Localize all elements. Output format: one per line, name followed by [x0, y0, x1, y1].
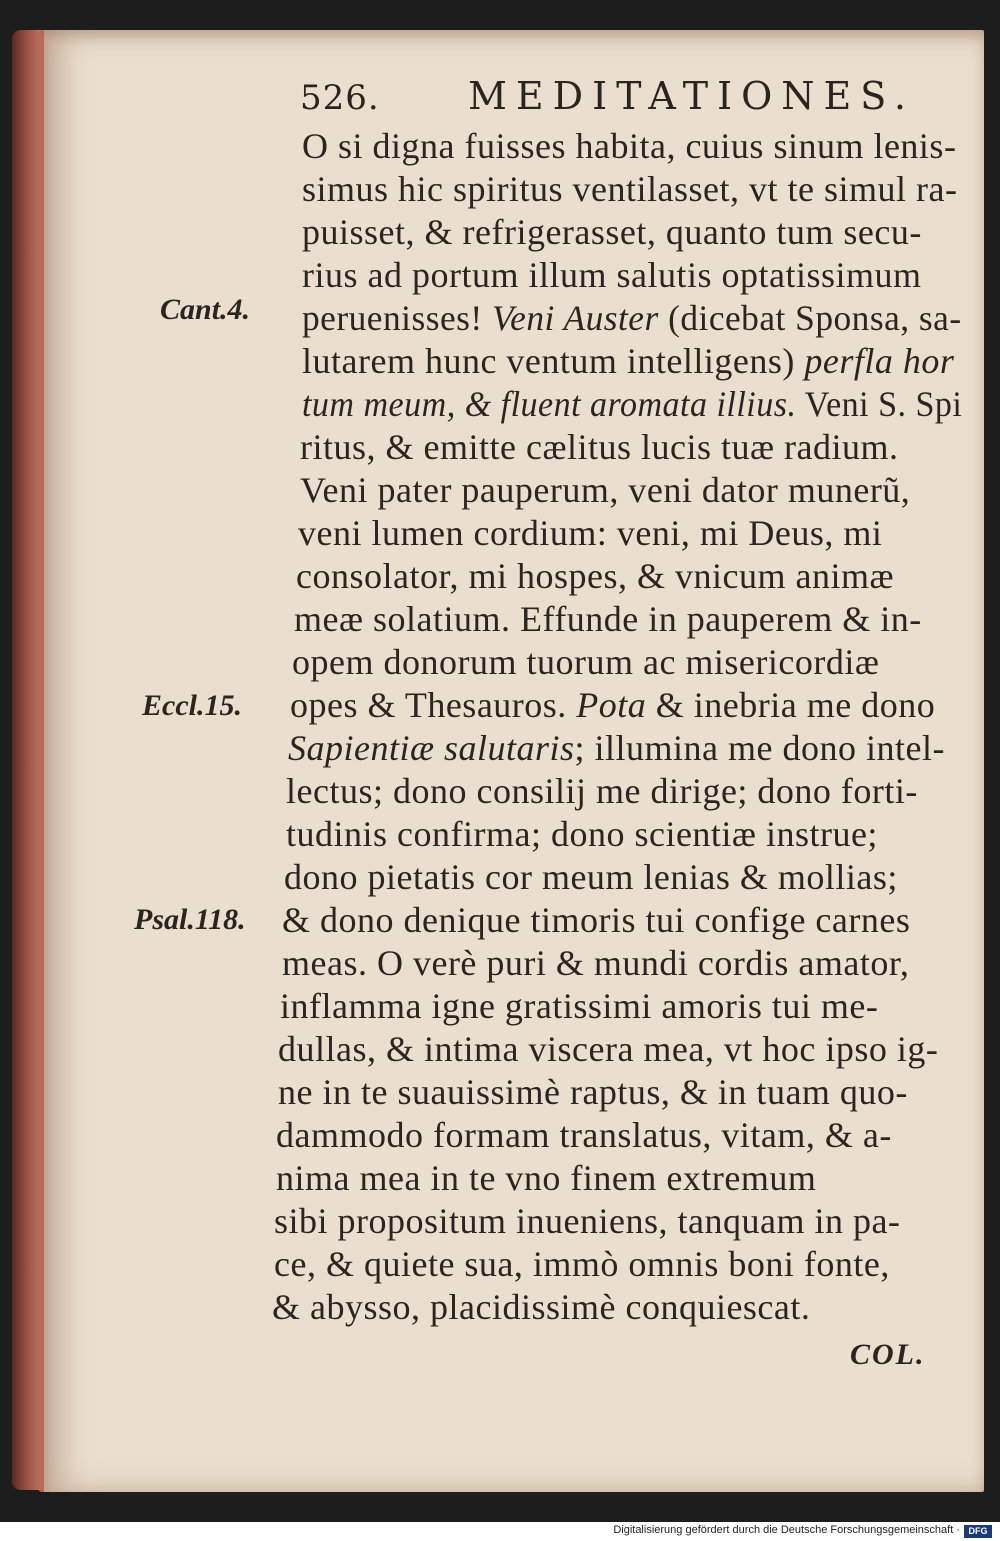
text-span: opes & Thesauros. — [290, 685, 577, 725]
catchword: COL. — [850, 1338, 926, 1371]
text-line: lectus; dono consilij me dirige; dono forti- — [286, 771, 918, 811]
text-span: Veni S. Spi — [796, 384, 963, 424]
scripture-quote: perfla hor — [804, 341, 955, 381]
text-line — [290, 685, 935, 725]
text-line: rius ad portum illum salutis optatissimum — [302, 255, 922, 295]
text-line — [302, 298, 962, 338]
text-line: meæ solatium. Effunde in pauperem & in- — [294, 599, 922, 639]
text-line: & dono denique timoris tui confige carnes — [282, 900, 911, 940]
text-line: simus hic spiritus ventilasset, vt te simul ra- — [302, 169, 958, 209]
text-line: Veni pater pauperum, veni dator munerũ, — [300, 470, 911, 510]
scripture-quote: tum meum, & fluent aromata illius. — [302, 384, 797, 424]
text-span: lutarem hunc ventum intelligens) — [302, 341, 805, 381]
running-title: MEDITATIONES. — [468, 74, 916, 118]
text-line — [302, 341, 954, 381]
text-span: & inebria me dono — [646, 685, 936, 725]
text-line: meas. O verè puri & mundi cordis amator, — [282, 943, 910, 983]
text-span: (dicebat Sponsa, sa- — [658, 298, 962, 338]
funding-credit: Digitalisierung gefördert durch die Deutsche Forschungsgemeinschaft · — [613, 1524, 960, 1536]
text-line: consolator, mi hospes, & vnicum animæ — [296, 556, 894, 596]
scripture-quote: Sapientiæ salutaris — [288, 728, 575, 768]
text-line: dono pietatis cor meum lenias & mollias; — [284, 857, 898, 897]
margin-note-eccl: Eccl.15. — [142, 689, 242, 722]
text-line: O si digna fuisses habita, cuius sinum lenis- — [302, 126, 957, 166]
text-line — [288, 728, 945, 768]
text-line: ne in te suauissimè raptus, & in tuam quo- — [278, 1072, 908, 1112]
text-line — [302, 384, 962, 424]
scripture-quote: Veni Auster — [491, 298, 659, 338]
text-line: & abysso, placidissimè conquiescat. — [272, 1287, 811, 1327]
margin-note-cant: Cant.4. — [160, 293, 251, 326]
text-span: peruenisses! — [302, 298, 492, 338]
text-line: ritus, & emitte cælitus lucis tuæ radium. — [300, 427, 899, 467]
text-line: nima mea in te vno finem extremum — [276, 1158, 817, 1198]
text-span: ; illumina me dono intel- — [574, 728, 945, 768]
footer-strip — [0, 1522, 1000, 1541]
text-line: tudinis confirma; dono scientiæ instrue; — [286, 814, 878, 854]
text-line: ce, & quiete sua, immò omnis boni fonte, — [274, 1244, 890, 1284]
text-line: sibi propositum inueniens, tanquam in pa- — [274, 1201, 901, 1241]
text-line: opem donorum tuorum ac misericordiæ — [292, 642, 880, 682]
text-line: inflamma igne gratissimi amoris tui me- — [280, 986, 879, 1026]
scripture-quote: Pota — [576, 685, 647, 725]
text-line: dammodo formam translatus, vitam, & a- — [276, 1115, 892, 1155]
dfg-logo: DFG — [964, 1525, 992, 1538]
page-number: 526. — [300, 78, 380, 118]
margin-note-psal: Psal.118. — [134, 903, 246, 936]
text-line: veni lumen cordium: veni, mi Deus, mi — [298, 513, 883, 553]
text-line: dullas, & intima viscera mea, vt hoc ipso ig- — [278, 1029, 939, 1069]
text-line: puisset, & refrigerasset, quanto tum secu- — [302, 212, 922, 252]
